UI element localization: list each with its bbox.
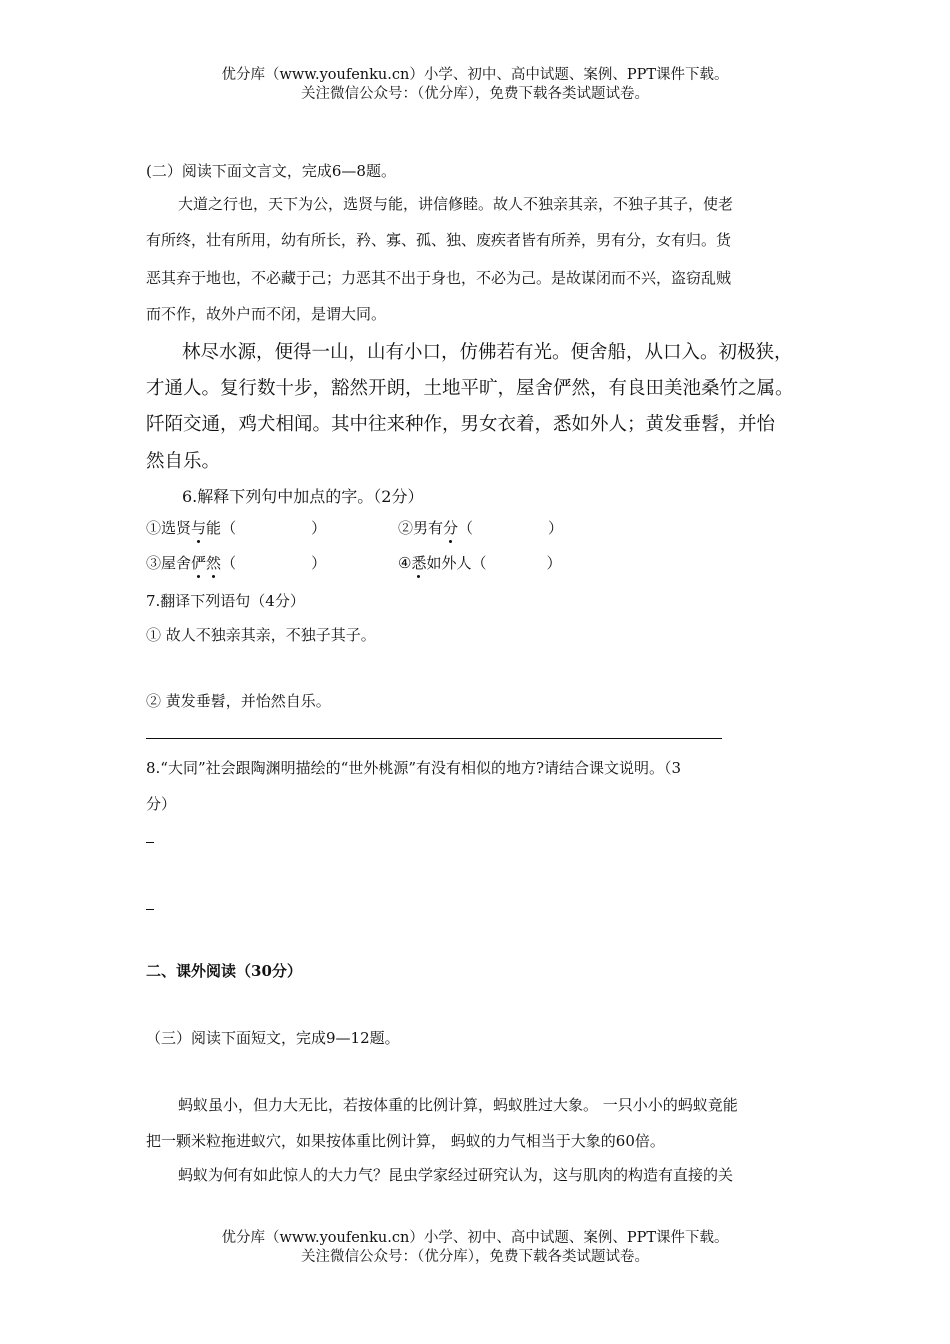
answer-line[interactable] xyxy=(146,738,722,739)
page-footer-line1: 优分库（www.youfenku.cn）小学、初中、高中试题、案例、PPT课件下载。 xyxy=(221,1230,729,1246)
page-footer-line2: 关注微信公众号：（优分库），免费下载各类试题试卷。 xyxy=(301,1249,649,1265)
section3-para-line: 蚂蚁虽小，但力大无比，若按体重的比例计算，蚂蚁胜过大象。 一只小小的蚂蚁竟能 xyxy=(178,1096,738,1114)
dotted-character: 俨 xyxy=(191,554,207,572)
dotted-character: 悉 xyxy=(411,554,427,572)
q8-stem-line1: 8.“大同”社会跟陶渊明描绘的“世外桃源”有没有相似的地方?请结合课文说明。（3 xyxy=(146,759,682,777)
page-header-line2: 关注微信公众号：（优分库），免费下载各类试题试卷。 xyxy=(301,86,649,102)
answer-blank[interactable]: （ ） xyxy=(221,519,327,537)
q6-item-text: 选贤 xyxy=(161,519,192,537)
q6-item-2 xyxy=(398,517,563,538)
dotted-character: 分 xyxy=(443,519,459,537)
q6-item-4 xyxy=(398,552,562,573)
dotted-character: 然 xyxy=(206,554,222,572)
section3-para-line: 蚂蚁为何有如此惊人的大力气？昆虫学家经过研究认为，这与肌肉的构造有直接的关 xyxy=(178,1166,734,1184)
passage1-line: 大道之行也，天下为公，选贤与能，讲信修睦。故人不独亲其亲，不独子其子，使老 xyxy=(178,195,734,213)
q7-item-1: ① 故人不独亲其亲，不独子其子。 xyxy=(146,626,376,644)
passage1-line: 恶其弃于地也，不必藏于己；力恶其不出于身也，不必为己。是故谋闭而不兴，盗窃乱贼 xyxy=(146,269,732,287)
q6-item-number: ① xyxy=(146,519,162,537)
q7-stem: 7.翻译下列语句（4分） xyxy=(146,592,305,610)
q6-stem: 6.解释下列句中加点的字。（2分） xyxy=(182,487,424,506)
answer-line[interactable] xyxy=(146,909,154,910)
answer-blank[interactable]: （ ） xyxy=(458,519,564,537)
answer-blank[interactable]: （ ） xyxy=(471,554,562,572)
passage1-line: 有所终，壮有所用，幼有所长，矜、寡、孤、独、废疾者皆有所养，男有分，女有归。货 xyxy=(146,231,732,249)
q6-item-text: 如外人 xyxy=(426,554,472,572)
passage1-line: 而不作，故外户而不闭，是谓大同。 xyxy=(146,305,387,323)
q7-item-2: ② 黄发垂髫，并怡然自乐。 xyxy=(146,692,331,710)
q6-item-3 xyxy=(146,552,326,573)
q6-item-number: ③ xyxy=(146,554,162,572)
passage2-line: 阡陌交通，鸡犬相闻。其中往来种作，男女衣着，悉如外人；黄发垂髫，并怡 xyxy=(146,414,776,435)
q6-item-number: ④ xyxy=(398,554,412,572)
section2-title: (二）阅读下面文言文，完成6—8题。 xyxy=(146,162,396,180)
answer-line[interactable] xyxy=(146,842,154,843)
dotted-character: 与 xyxy=(191,519,207,537)
q6-item-text: 能 xyxy=(206,519,222,537)
q6-item-text: 男有 xyxy=(413,519,444,537)
q6-item-number: ② xyxy=(398,519,414,537)
page-header-line1: 优分库（www.youfenku.cn）小学、初中、高中试题、案例、PPT课件下载。 xyxy=(221,67,729,83)
passage2-line: 林尽水源，便得一山，山有小口，仿佛若有光。便舍船，从口入。初极狭， xyxy=(182,342,793,363)
section3-title: （三）阅读下面短文，完成9—12题。 xyxy=(146,1029,400,1047)
section3-para-line: 把一颗米粒拖进蚁穴，如果按体重比例计算， 蚂蚁的力气相当于大象的60倍。 xyxy=(146,1132,665,1150)
answer-blank[interactable]: （ ） xyxy=(221,554,327,572)
part2-title: 二、课外阅读（30分） xyxy=(146,962,302,980)
q6-item-1 xyxy=(146,517,326,538)
passage2-line: 然自乐。 xyxy=(146,451,221,472)
q8-stem-line2: 分） xyxy=(146,795,177,813)
q6-item-text: 屋舍 xyxy=(161,554,192,572)
passage2-line: 才通人。复行数十步，豁然开朗，土地平旷，屋舍俨然，有良田美池桑竹之属。 xyxy=(146,378,794,399)
